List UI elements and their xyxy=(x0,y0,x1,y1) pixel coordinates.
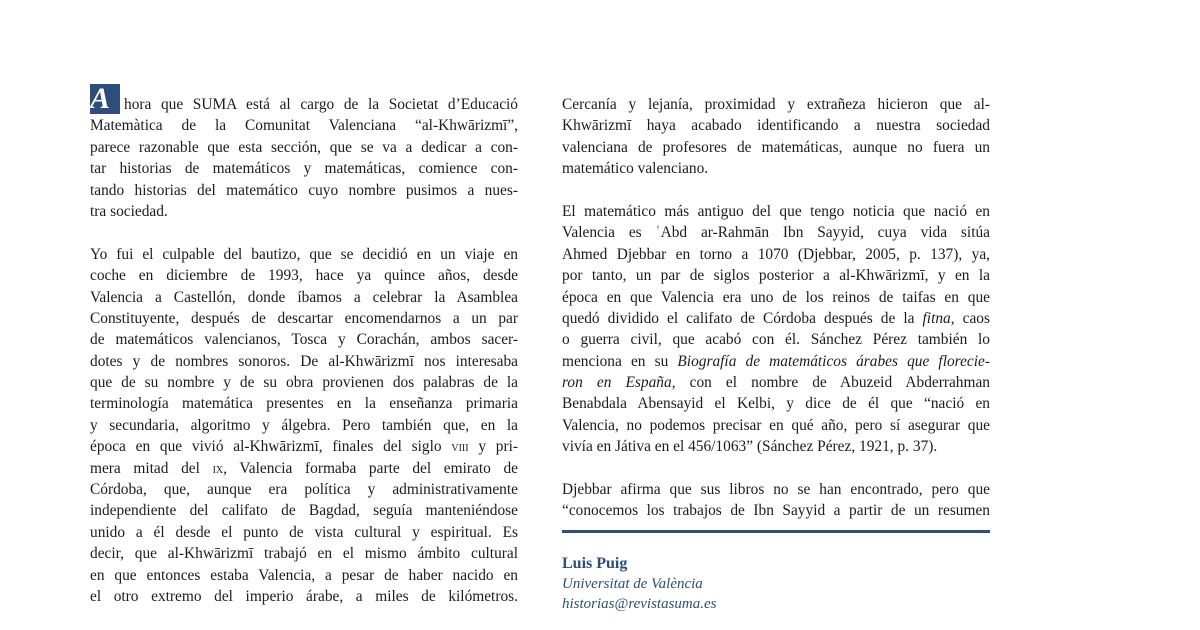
paragraph-line: Valencia a Castellón, donde íbamos a celebrar la Asamblea xyxy=(90,288,518,306)
paragraph-line: Benabdala Abensayid el Kelbi, y dice de él que “nació en xyxy=(562,395,990,413)
book-title: ron en España xyxy=(562,374,672,392)
paragraph-line: Valencia, no podemos precisar en qué año, pero sí asegurar que xyxy=(562,416,990,434)
paragraph-line: tar historias de matemáticos y matemáticas, comience con- xyxy=(90,160,518,178)
author-affiliation: Universitat de València xyxy=(562,576,703,592)
italic-term: fitna xyxy=(922,309,951,327)
paragraph-line: unido a él desde el punto de vista cultural y espiritual. Es xyxy=(90,523,518,541)
paragraph-line: matemático valenciano. xyxy=(562,160,709,178)
paragraph-line: coche en diciembre de 1993, hace ya quince años, desde xyxy=(90,267,518,285)
paragraph-line: mera mitad del ix, Valencia formaba parte del emirato de xyxy=(90,459,518,477)
right-column xyxy=(562,94,990,522)
paragraph-line: ron en España, con el nombre de Abuzeid Abderrahman xyxy=(562,374,990,392)
paragraph-line: el otro extremo del imperio árabe, a miles de kilómetros. xyxy=(90,587,518,605)
paragraph-line: de matemáticos valencianos, Tosca y Corachán, ambos sacer- xyxy=(90,331,518,349)
paragraph-line: quedó dividido el califato de Córdoba después de la fitna, caos xyxy=(562,309,990,327)
author-signature xyxy=(562,553,990,614)
paragraph-line: época en que vivió al-Khwārizmī, finales del siglo viii y pri- xyxy=(90,438,518,456)
paragraph-line: dotes y de nombres sonoros. De al-Khwārizmī nos interesaba xyxy=(90,352,518,370)
paragraph-line: en que entonces estaba Valencia, a pesar de haber nacido en xyxy=(90,566,518,584)
paragraph-line: y secundaria, algoritmo y álgebra. Pero también que, en la xyxy=(90,416,518,434)
paragraph-line: valenciana de profesores de matemáticas, aunque no fuera un xyxy=(562,138,990,156)
paragraph-line: época en que Valencia era uno de los reinos de taifas en que xyxy=(562,288,990,306)
paragraph-line: Valencia es ʿAbd ar-Rahmān Ibn Sayyid, cuya vida sitúa xyxy=(562,224,990,242)
author-email: historias@revistasuma.es xyxy=(562,596,717,612)
paragraph-line: “conocemos los trabajos de Ibn Sayyid a partir de un resumen xyxy=(562,502,990,520)
paragraph-line: Cercanía y lejanía, proximidad y extrañeza hicieron que al- xyxy=(562,96,990,113)
paragraph-line: Yo fui el culpable del bautizo, que se decidió en un viaje en xyxy=(90,245,518,263)
paragraph-line: decir, que al-Khwārizmī trabajó en el mismo ámbito cultural xyxy=(90,545,518,563)
paragraph-line: El matemático más antiguo del que tengo noticia que nació en xyxy=(562,202,990,220)
paragraph-line: tra sociedad. xyxy=(90,202,168,220)
paragraph-line: Córdoba, que, aunque era política y administrativamente xyxy=(90,481,518,499)
paragraph-line: Constituyente, después de descartar encomendarnos a un par xyxy=(90,309,518,327)
paragraph-line: por tanto, un par de siglos posterior a al-Khwārizmī, y en la xyxy=(562,267,990,285)
drop-cap: A xyxy=(90,84,120,114)
signature-divider xyxy=(562,530,990,533)
book-title: Biografía de matemáticos árabes que florecie- xyxy=(677,352,990,370)
paragraph-line: parece razonable que esta sección, que se va a dedicar a con- xyxy=(90,138,518,156)
century-numeral: ix xyxy=(212,461,224,477)
paragraph-line: que de su nombre y de su obra provienen dos palabras de la xyxy=(90,374,518,392)
paragraph-line: tando historias del matemático cuyo nombre pusimos a nues- xyxy=(90,181,518,199)
left-column xyxy=(90,82,518,607)
paragraph-line: Djebbar afirma que sus libros no se han encontrado, pero que xyxy=(562,481,990,499)
paragraph-line: Ahmed Djebbar en torno a 1070 (Djebbar, 2005, p. 137), ya, xyxy=(562,245,990,263)
paragraph-line: Khwārizmī haya acabado identificando a nuestra sociedad xyxy=(562,117,990,135)
paragraph-line: A hora que SUMA está al cargo de la Societat d’Educació xyxy=(90,82,518,115)
century-numeral: viii xyxy=(451,440,469,456)
paragraph-line: terminología matemática presentes en la enseñanza primaria xyxy=(90,395,518,413)
paragraph-line: independiente del califato de Bagdad, seguía manteniéndose xyxy=(90,502,518,520)
paragraph-line: Matemàtica de la Comunitat Valenciana “al-Khwārizmī”, xyxy=(90,117,518,135)
paragraph-line: o guerra civil, que acabó con él. Sánchez Pérez también lo xyxy=(562,331,990,349)
paragraph-line: menciona en su Biografía de matemáticos árabes que florecie- xyxy=(562,352,990,370)
paragraph-line: vivía en Játiva en el 456/1063” (Sánchez Pérez, 1921, p. 37). xyxy=(562,438,938,456)
author-name: Luis Puig xyxy=(562,555,628,572)
